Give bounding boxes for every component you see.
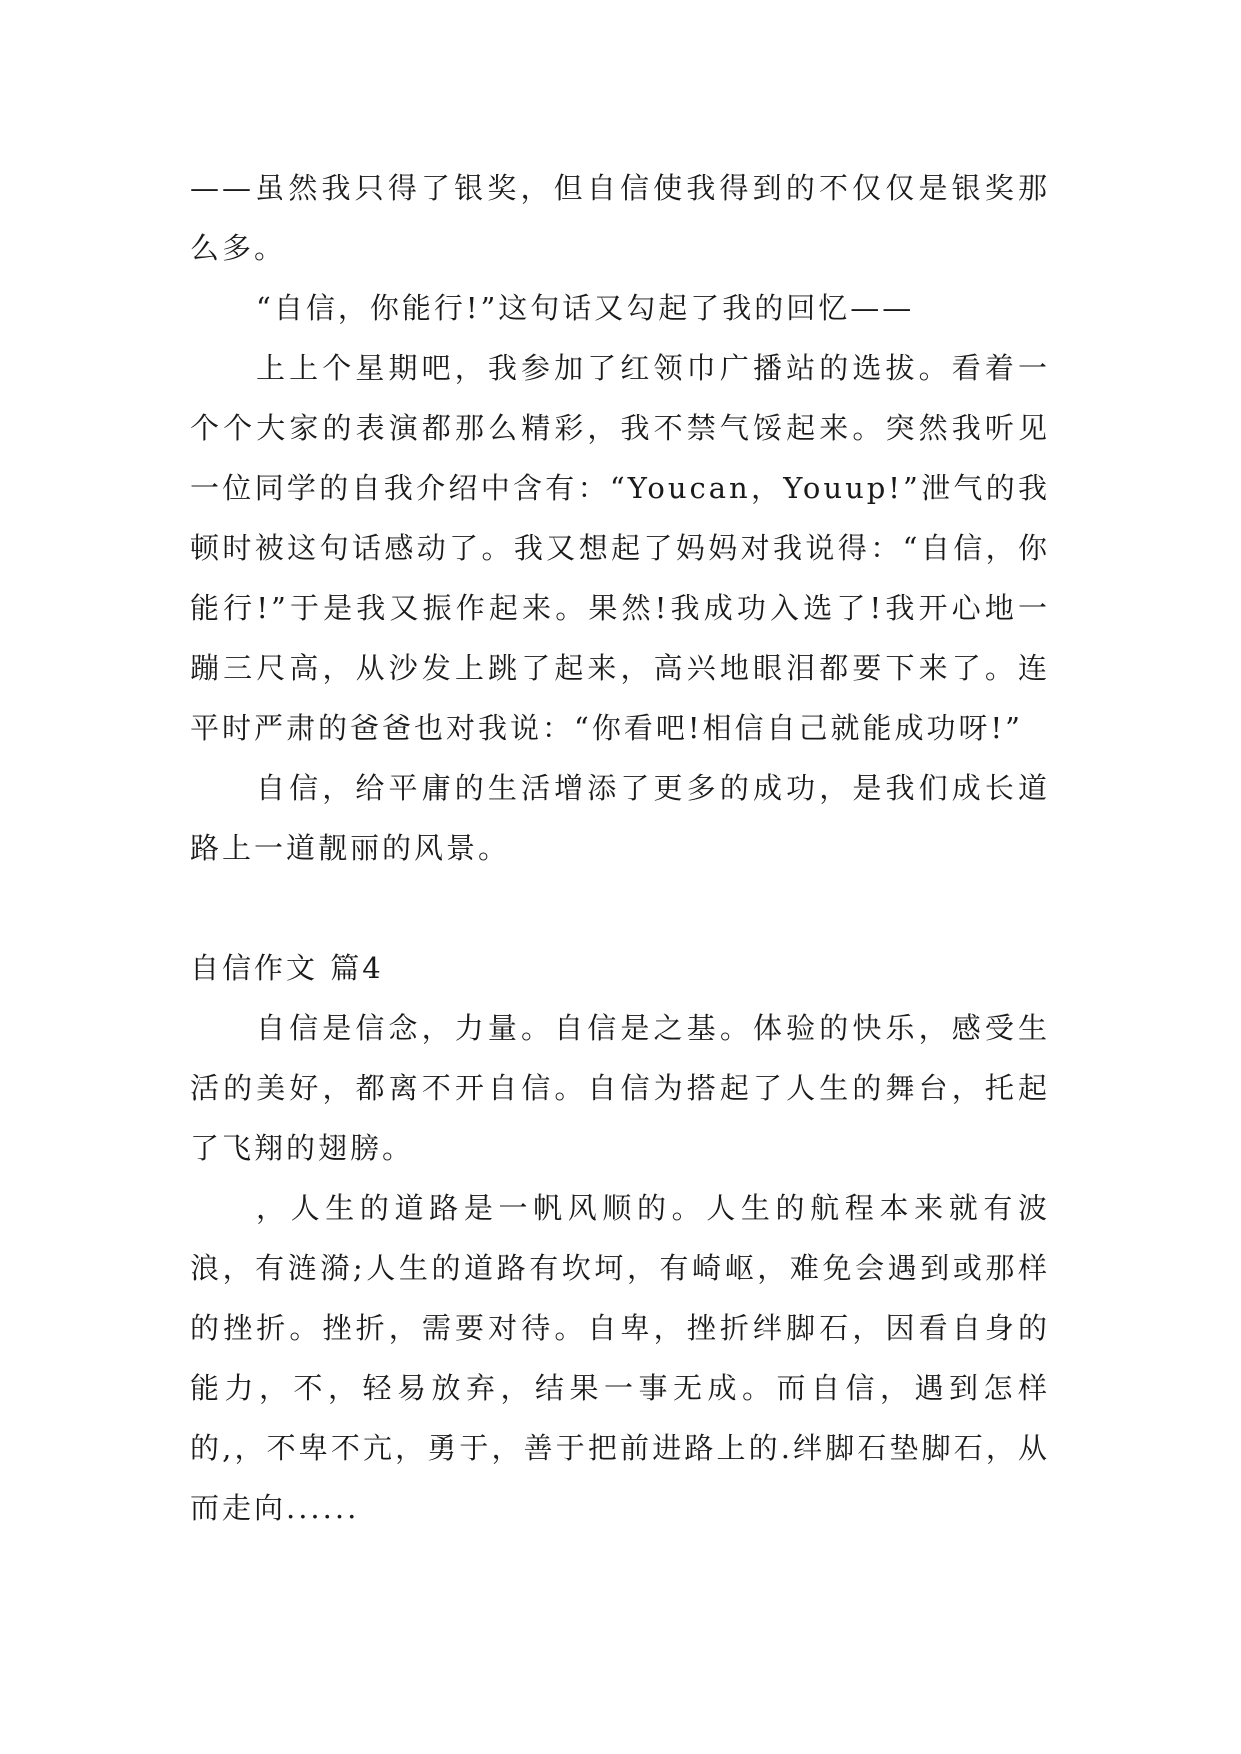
section-spacer xyxy=(190,878,1050,938)
paragraph-broadcast-selection: 上上个星期吧，我参加了红领巾广播站的选拔。看着一个个大家的表演都那么精彩，我不禁气馁起来。突然我听见一位同学的自我介绍中含有：“Youcan，Youup!”泄气的我顿时被这句话感动了。我又想起了妈妈对我说得：“自信，你能行!”于是我又振作起来。果然!我成功入选了!我开心地一蹦三尺高，从沙发上跳了起来，高兴地眼泪都要下来了。连平时严肃的爸爸也对我说：“你看吧!相信自己就能成功呀!” xyxy=(190,351,1050,745)
document-page xyxy=(190,158,1050,1538)
paragraph-conclusion: 自信，给平庸的生活增添了更多的成功，是我们成长道路上一道靓丽的风景。 xyxy=(190,771,1050,865)
paragraph-confidence-belief: 自信是信念，力量。自信是之基。体验的快乐，感受生活的美好，都离不开自信。自信为搭起了人生的舞台，托起了飞翔的翅膀。 xyxy=(190,1011,1050,1165)
paragraph-life-road: ，人生的道路是一帆风顺的。人生的航程本来就有波浪，有涟漪;人生的道路有坎坷，有崎岖，难免会遇到或那样的挫折。挫折，需要对待。自卑，挫折绊脚石，因看自身的能力，不，轻易放弃，结果一事无成。而自信，遇到怎样的,，不卑不亢，勇于，善于把前进路上的.绊脚石垫脚石，从而走向...... xyxy=(190,1191,1050,1525)
section-title: 自信作文 篇4 xyxy=(190,951,384,985)
paragraph-silver-award: ——虽然我只得了银奖，但自信使我得到的不仅仅是银奖那么多。 xyxy=(190,171,1050,265)
paragraph-confidence-quote: “自信，你能行!”这句话又勾起了我的回忆—— xyxy=(256,291,915,325)
